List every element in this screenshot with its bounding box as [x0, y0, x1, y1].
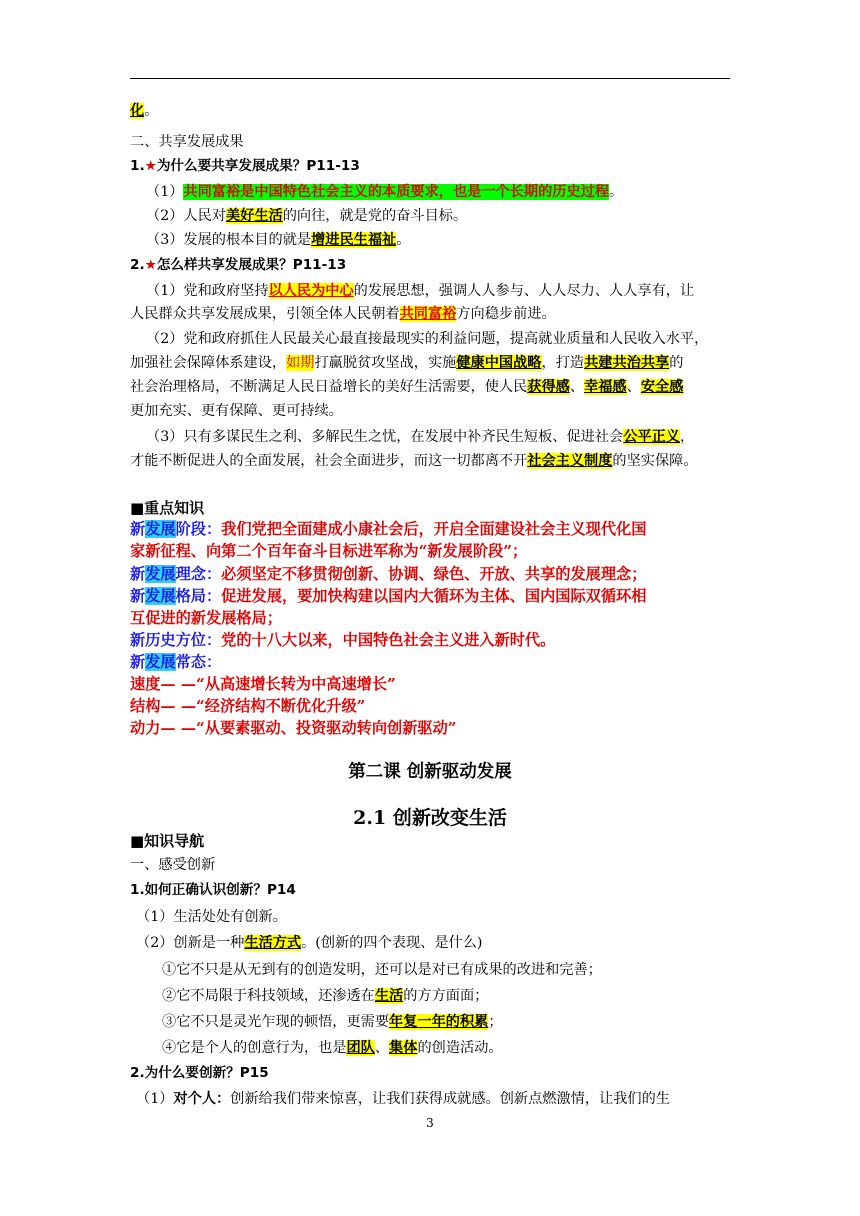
key-point: 新发展格局：促进发展，要加快构建以国内大循环为主体、国内国际双循环相 [130, 587, 647, 605]
question-heading: 2.为什么要创新？P15 [130, 1065, 269, 1081]
key-point: 速度— —“从高速增长转为中高速增长” [130, 675, 396, 693]
highlight: 生活方式 [244, 935, 302, 951]
highlight: 共同富裕是中国特色社会主义的本质要求，也是一个长期的历史过程 [183, 184, 610, 200]
highlight: 获得感 [527, 379, 570, 395]
highlight: 共建共治共享 [584, 355, 670, 371]
knowledge-nav-title: ■知识导航 [130, 832, 205, 850]
highlight: 社会主义制度 [527, 453, 613, 469]
key-point: 动力— —“从要素驱动、投资驱动转向创新驱动” [130, 719, 457, 737]
key-point: 结构— —“经济结构不断优化升级” [130, 697, 366, 715]
key-point: 家新征程、向第二个百年奋斗目标进军称为“新发展阶段”； [130, 542, 528, 560]
highlight: 健康中国战略 [456, 355, 542, 371]
highlight: 共同富裕 [399, 306, 457, 322]
key-point: 互促进的新发展格局； [130, 609, 282, 627]
highlight: 生活 [374, 988, 404, 1004]
key-knowledge-title: ■重点知识 [130, 499, 205, 517]
question-heading: 1.★为什么要共享发展成果？P11-13 [130, 158, 360, 174]
list-item: （1）共同富裕是中国特色社会主义的本质要求，也是一个长期的历史过程。 [146, 184, 624, 200]
list-item: （1）生活处处有创新。 [136, 909, 287, 925]
lesson-title: 第二课 创新驱动发展 [348, 762, 512, 782]
list-item: ①它不只是从无到有的创造发明，还可以是对已有成果的改进和完善； [162, 962, 602, 978]
question-heading: 2.★怎么样共享发展成果？P11-13 [130, 257, 347, 273]
star-icon: ★ [144, 158, 157, 174]
list-item: （3）发展的根本目的就是增进民生福祉。 [146, 232, 411, 248]
key-point: 新发展常态： [130, 653, 222, 671]
continuation-line: 化。 [130, 103, 159, 119]
key-point: 新历史方位：党的十八大以来，中国特色社会主义进入新时代。 [130, 631, 556, 649]
list-item: ③它不只是灵光乍现的顿悟，更需要年复一年的积累； [162, 1014, 503, 1030]
highlight: 如期 [286, 355, 315, 371]
question-heading: 1.如何正确认识创新？P14 [130, 882, 296, 898]
section-heading: 二、共享发展成果 [130, 134, 244, 150]
highlight: 增进民生福祉 [311, 232, 397, 248]
page-number: 3 [426, 1116, 434, 1130]
paragraph-line: （3）只有多谋民生之利、多解民生之忧，在发展中补齐民生短板、促进社会公平正义， [146, 429, 695, 445]
highlight: 以人民为中心 [268, 283, 354, 299]
section-title: 2.1 创新改变生活 [353, 807, 507, 829]
highlight: 安全感 [640, 379, 684, 395]
highlight: 化 [130, 103, 145, 119]
highlight: 公平正义 [623, 429, 680, 445]
paragraph-line: （2）党和政府抓住人民最关心最直接最现实的利益问题，提高就业质量和人民收入水平， [146, 331, 709, 347]
paragraph-line: 人民群众共享发展成果，引领全体人民朝着共同富裕方向稳步前进。 [130, 306, 556, 322]
paragraph-line: （1）党和政府坚持以人民为中心的发展思想，强调人人参与、人人尽力、人人享有，让 [146, 283, 695, 299]
highlight: 幸福感 [584, 379, 627, 395]
paragraph-line: 才能不断促进人的全面发展，社会全面进步，而这一切都离不开社会主义制度的坚实保障。 [130, 453, 698, 469]
paragraph-line: 加强社会保障体系建设，如期打赢脱贫攻坚战，实施健康中国战略，打造共建共治共享的 [130, 355, 684, 371]
star-icon: ★ [144, 257, 157, 273]
key-point: 新发展阶段：我们党把全面建成小康社会后，开启全面建设社会主义现代化国 [130, 520, 647, 538]
list-item: （1）对个人：创新给我们带来惊喜，让我们获得成就感。创新点燃激情，让我们的生 [136, 1091, 670, 1107]
key-point: 新发展理念：必须坚定不移贯彻创新、协调、绿色、开放、共享的发展理念； [130, 565, 647, 583]
section-heading: 一、感受创新 [130, 857, 216, 873]
paragraph-line: 更加充实、更有保障、更可持续。 [130, 403, 343, 419]
highlight: 集体 [389, 1040, 418, 1056]
header-rule [130, 78, 730, 79]
highlight: 美好生活 [225, 208, 283, 224]
list-item: ②它不局限于科技领域，还渗透在生活的方方面面； [162, 988, 489, 1004]
highlight: 年复一年的积累 [389, 1014, 489, 1030]
list-item: （2）人民对美好生活的向往，就是党的奋斗目标。 [146, 208, 468, 224]
highlight: 团队 [346, 1040, 375, 1056]
list-item: ④它是个人的创意行为，也是团队、集体的创造活动。 [162, 1040, 503, 1056]
list-item: （2）创新是一种生活方式。(创新的四个表现、是什么) [136, 935, 483, 951]
paragraph-line: 社会治理格局，不断满足人民日益增长的美好生活需要，使人民获得感、幸福感、安全感 [130, 379, 684, 395]
